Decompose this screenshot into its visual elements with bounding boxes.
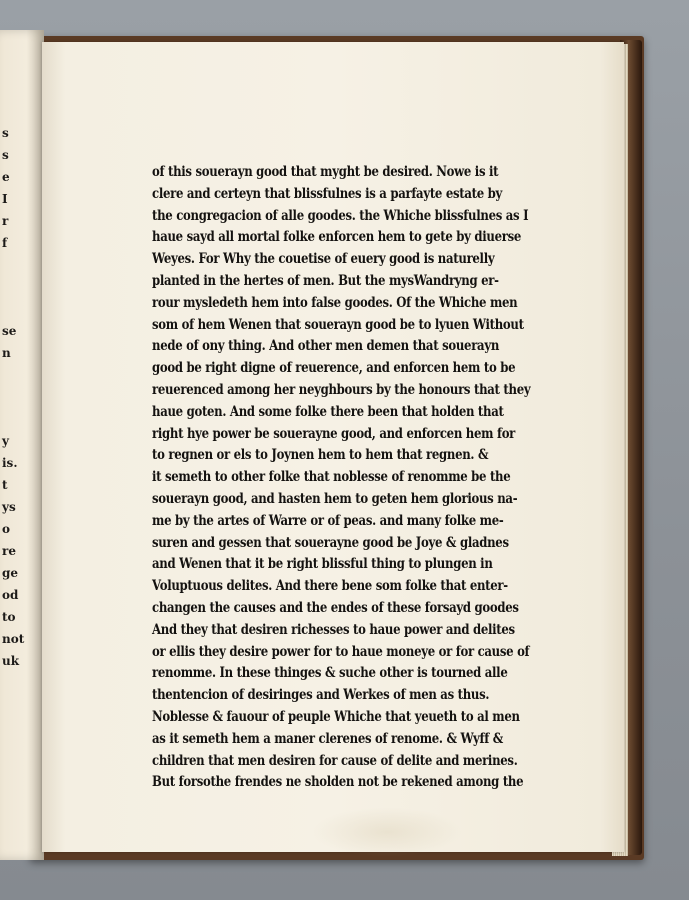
text-line: rour mysledeth hem into false goodes. Of the Whiche men (152, 294, 518, 311)
left-page-fragment (2, 386, 42, 408)
left-page-fragment: not (2, 632, 25, 646)
left-page-fragment: I (2, 192, 8, 206)
right-page (42, 42, 624, 852)
text-line: it semeth to other folke that noblesse of renomme be the (152, 469, 511, 486)
left-page-fragment (2, 254, 42, 276)
left-page-fragment: ys (2, 500, 16, 514)
text-line: suren and gessen that souerayne good be Joye & gladnes (152, 534, 509, 551)
left-page-fragment: is. (2, 456, 18, 470)
left-page-fragment: s (2, 126, 9, 140)
left-page-fragment: e (2, 170, 10, 184)
text-line: children that men desiren for cause of delite and merines. (152, 752, 518, 769)
text-line: the congregacion of alle goodes. the Whiche blissfulnes as I (152, 207, 529, 224)
left-page-fragment: to (2, 610, 16, 624)
left-page-fragment: t (2, 478, 8, 492)
text-line: haue sayd all mortal folke enforcen hem to gete by diuerse (152, 229, 522, 246)
text-block (152, 162, 532, 794)
text-line: planted in the hertes of men. But the mysWandryng er- (152, 272, 499, 289)
left-page-fragment: s (2, 148, 9, 162)
text-line: Noblesse & fauour of peuple Whiche that yeueth to al men (152, 708, 520, 725)
left-page-fragment: od (2, 588, 19, 602)
left-page-fragment (2, 298, 42, 320)
text-line: right hye power be souerayne good, and enforcen hem for (152, 425, 516, 442)
left-page-fragment: se (2, 324, 17, 338)
text-line: or ellis they desire power for to haue moneye or for cause of (152, 643, 530, 660)
text-line: Weyes. For Why the couetise of euery good is naturelly (152, 251, 495, 268)
text-line: But forsothe frendes ne sholden not be rekened among the (152, 774, 524, 791)
text-line: to regnen or els to Joynen hem to hem that regnen. & (152, 447, 489, 464)
text-line: changen the causes and the endes of these forsayd goodes (152, 599, 519, 616)
text-line: of this souerayn good that myght be desired. Nowe is it (152, 164, 499, 180)
left-page-fragment: re (2, 544, 16, 558)
text-line: som of hem Wenen that souerayn good be to lyuen Without (152, 316, 524, 333)
text-line: good be right digne of reuerence, and enforcen hem to be (152, 360, 516, 377)
text-line: nede of ony thing. And other men demen that souerayn (152, 338, 500, 355)
text-line: and Wenen that it be right blissful thing to plungen in (152, 556, 493, 573)
text-line: souerayn good, and hasten hem to geten hem glorious na- (152, 490, 518, 507)
text-line: thentencion of desiringes and Werkes of men as thus. (152, 687, 490, 704)
page-stain (312, 807, 462, 857)
left-page-fragment (2, 364, 42, 386)
text-line: me by the artes of Warre or of peas. and many folke me- (152, 512, 504, 529)
left-page-fragment: y (2, 434, 9, 448)
text-line: reuerenced among her neyghbours by the honours that they (152, 381, 531, 398)
text-line: haue goten. And some folke there been that holden that (152, 403, 504, 420)
left-page-fragment (2, 276, 42, 298)
left-page (0, 30, 44, 860)
left-page-text (2, 122, 42, 672)
left-page-fragment (2, 408, 42, 430)
text-line: clere and certeyn that blissfulnes is a parfayte estate by (152, 185, 502, 202)
left-page-fragment: uk (2, 654, 20, 668)
text-line: Voluptuous delites. And there bene som folke that enter- (152, 578, 508, 595)
text-line: as it semeth hem a maner clerenes of renome. & Wyff & (152, 730, 504, 747)
left-page-fragment: ge (2, 566, 19, 580)
left-page-fragment: o (2, 522, 11, 536)
left-page-fragment: f (2, 236, 8, 250)
text-line: renomme. In these thinges & suche other is tourned alle (152, 665, 508, 682)
text-line: And they that desiren richesses to haue power and delites (152, 621, 515, 638)
left-page-fragment: n (2, 346, 11, 360)
left-page-fragment: r (2, 214, 9, 228)
